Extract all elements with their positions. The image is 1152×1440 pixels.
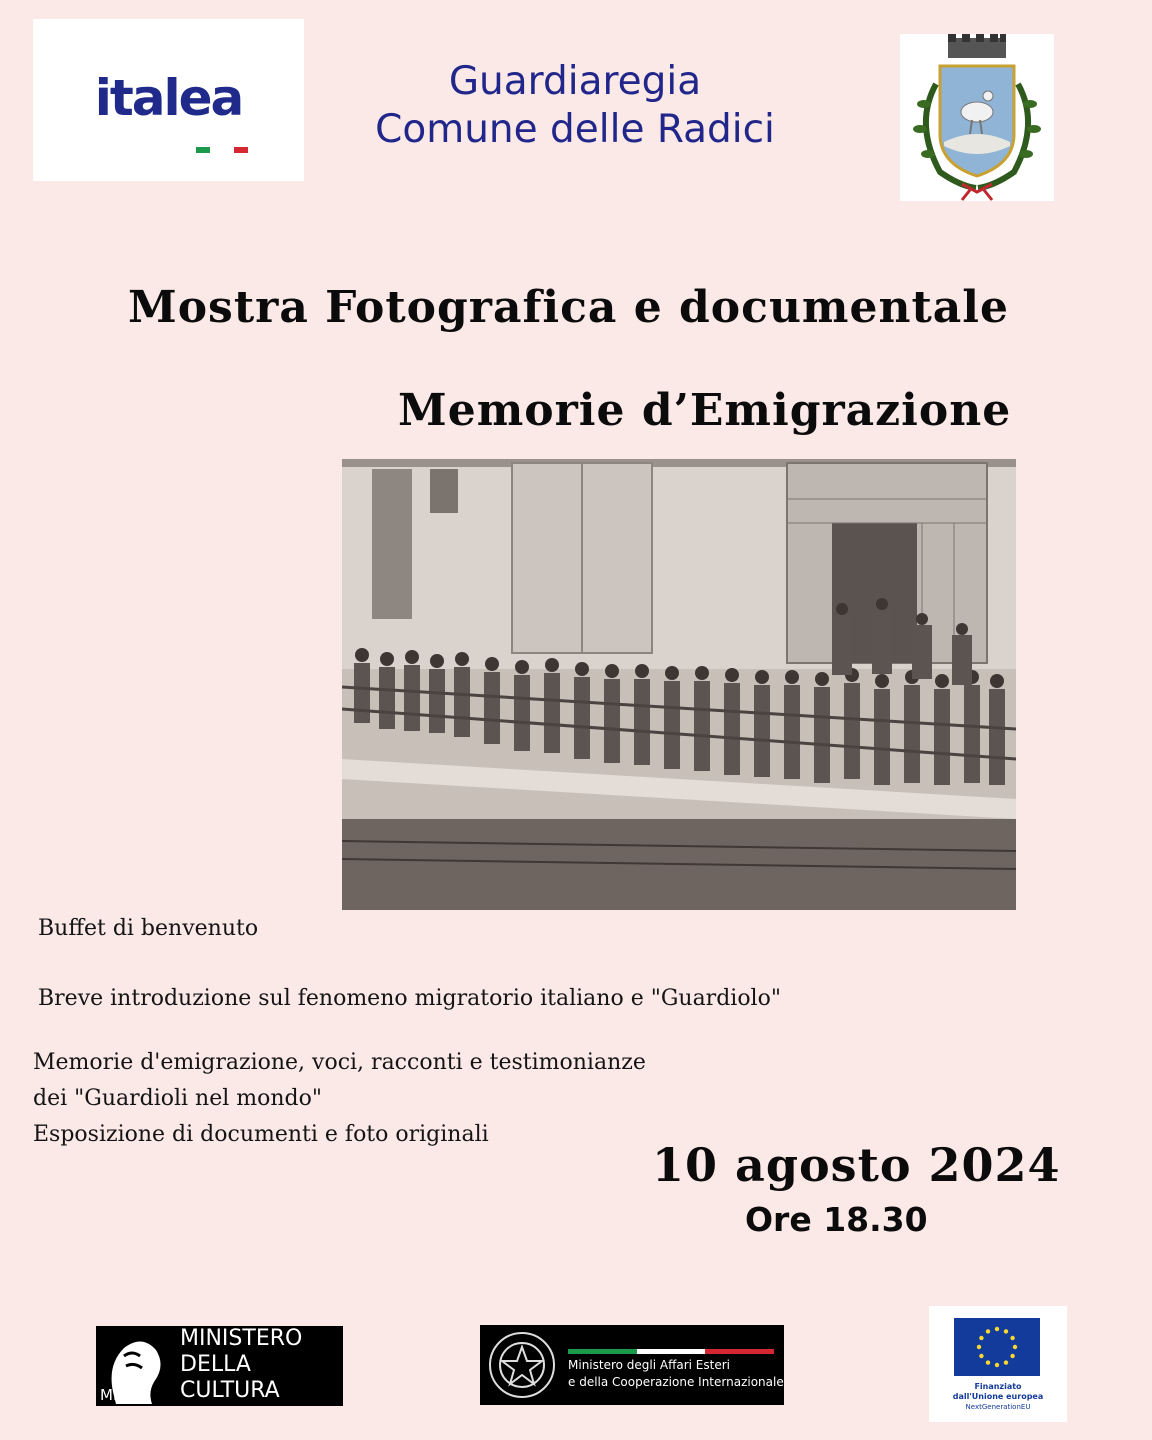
town-subtitle: Comune delle Radici	[375, 107, 775, 152]
mic-logo	[96, 1326, 343, 1406]
eu-line: Finanziato	[974, 1382, 1022, 1391]
town-name: Guardiaregia	[448, 59, 702, 104]
mic-line: MINISTERO	[180, 1326, 303, 1351]
maeci-line: e della Cooperazione Internazionale	[568, 1375, 784, 1389]
program-exhibition-line: Esposizione di documenti e foto originali	[33, 1122, 489, 1147]
program-buffet: Buffet di benvenuto	[38, 916, 259, 941]
italian-flag-icon	[196, 147, 248, 153]
historic-photo	[342, 459, 1016, 910]
program-memorie-line: Memorie d'emigrazione, voci, racconti e testimonianze	[33, 1050, 646, 1075]
eu-star	[995, 1363, 999, 1367]
mic-line: CULTURA	[180, 1378, 280, 1403]
eu-star	[1010, 1336, 1014, 1340]
italea-wordmark: italea	[94, 69, 243, 127]
eu-funding-text	[929, 1382, 1067, 1402]
eu-star	[977, 1345, 981, 1349]
eu-star	[1004, 1360, 1008, 1364]
exhibition-title: Mostra Fotografica e documentale	[128, 282, 1010, 333]
mic-abbr: MiC	[100, 1386, 128, 1404]
eu-logo	[929, 1306, 1067, 1422]
eu-star	[1004, 1329, 1008, 1333]
italea-logo	[33, 19, 304, 181]
header-title	[320, 58, 830, 154]
eu-star	[979, 1354, 983, 1358]
eu-star	[979, 1336, 983, 1340]
exhibition-subtitle: Memorie d’Emigrazione	[398, 385, 1012, 436]
eu-line: dall'Unione europea	[952, 1392, 1044, 1401]
maeci-line: Ministero degli Affari Esteri	[568, 1358, 730, 1372]
maeci-emblem-icon	[486, 1329, 558, 1401]
event-date: 10 agosto 2024	[652, 1138, 1061, 1192]
eu-star	[1013, 1345, 1017, 1349]
program-memorie	[33, 1045, 646, 1153]
italian-flag-bar	[568, 1339, 774, 1344]
program-memorie-line: dei "Guardioli nel mondo"	[33, 1086, 322, 1111]
eu-flag-icon	[954, 1318, 1040, 1376]
event-time: Ore 18.30	[745, 1200, 928, 1239]
eu-star	[1010, 1354, 1014, 1358]
guardiaregia-crest-icon	[900, 34, 1054, 201]
eu-star	[986, 1360, 990, 1364]
mic-line: DELLA	[180, 1352, 251, 1377]
mic-text	[180, 1326, 302, 1404]
program-intro: Breve introduzione sul fenomeno migratorio italiano e "Guardiolo"	[38, 986, 781, 1011]
maeci-logo	[480, 1325, 784, 1405]
eu-star	[986, 1329, 990, 1333]
maeci-text	[568, 1357, 784, 1391]
eu-program: NextGenerationEU	[965, 1403, 1031, 1411]
eu-star	[995, 1327, 999, 1331]
